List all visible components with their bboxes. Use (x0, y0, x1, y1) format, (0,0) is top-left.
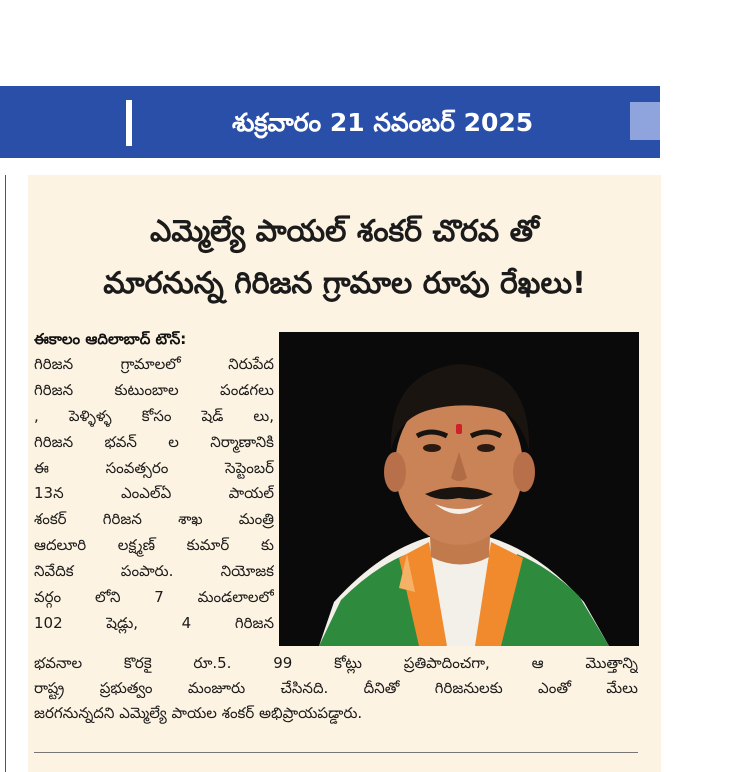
headline-line-2: మారనున్న గిరిజన గ్రామాల రూపు రేఖలు! (103, 266, 586, 301)
article-headline (28, 206, 661, 310)
body-line: గిరిజన గ్రామాలలో నిరుపేద (34, 355, 274, 373)
body-line: జరగనున్నదని ఎమ్మెల్యే పాయల శంకర్ అభిప్రాయపడ్డారు. (34, 704, 363, 722)
article-body-column (34, 352, 274, 637)
mla-portrait-photo (279, 332, 639, 646)
body-line: 102 షెడ్లు, 4 గిరిజన (34, 613, 274, 632)
article-body-wide (34, 651, 638, 726)
article-bottom-rule (34, 752, 638, 753)
body-line: , పెళ్ళిళ్ళ కోసం షెడ్ లు, (34, 406, 274, 425)
body-line: 13న ఎంఎల్ఏ పాయల్ (34, 484, 274, 503)
page-date: శుక్రవారం 21 నవంబర్ 2025 (232, 108, 534, 137)
banner-divider (126, 100, 132, 146)
body-line: నివేదిక పంపారు. నియోజక (34, 562, 274, 581)
body-line: భవనాల కొరకై రూ.5. 99 కోట్లు ప్రతిపాదించగా, ఆ మొత్తాన్ని (34, 654, 638, 672)
body-line: ఈ సంవత్సరం సెప్టెంబర్ (34, 458, 274, 477)
body-line: రాష్ట్ర ప్రభుత్వం మంజూరు చేసినది. దీనితో గిరిజనులకు ఎంతో మేలు (34, 679, 638, 697)
portrait-illustration (279, 332, 639, 646)
banner-accent-block (630, 102, 660, 140)
column-divider (5, 175, 6, 772)
body-line: శంకర్ గిరిజన శాఖ మంత్రి (34, 510, 274, 529)
body-line: గిరిజన కుటుంబాల పండగలు (34, 380, 274, 399)
article-byline: ఈకాలం ఆదిలాబాద్ టౌన్: (34, 330, 187, 348)
body-line: వర్గం లోని 7 మండలాలలో (34, 588, 274, 607)
body-line: ఆదలూరి లక్ష్మణ్ కుమార్ కు (34, 536, 274, 555)
body-line: గిరిజన భవన్ ల నిర్మాణానికి (34, 432, 274, 451)
headline-line-1: ఎమ్మెల్యే పాయల్ శంకర్ చొరవ తో (150, 214, 539, 249)
